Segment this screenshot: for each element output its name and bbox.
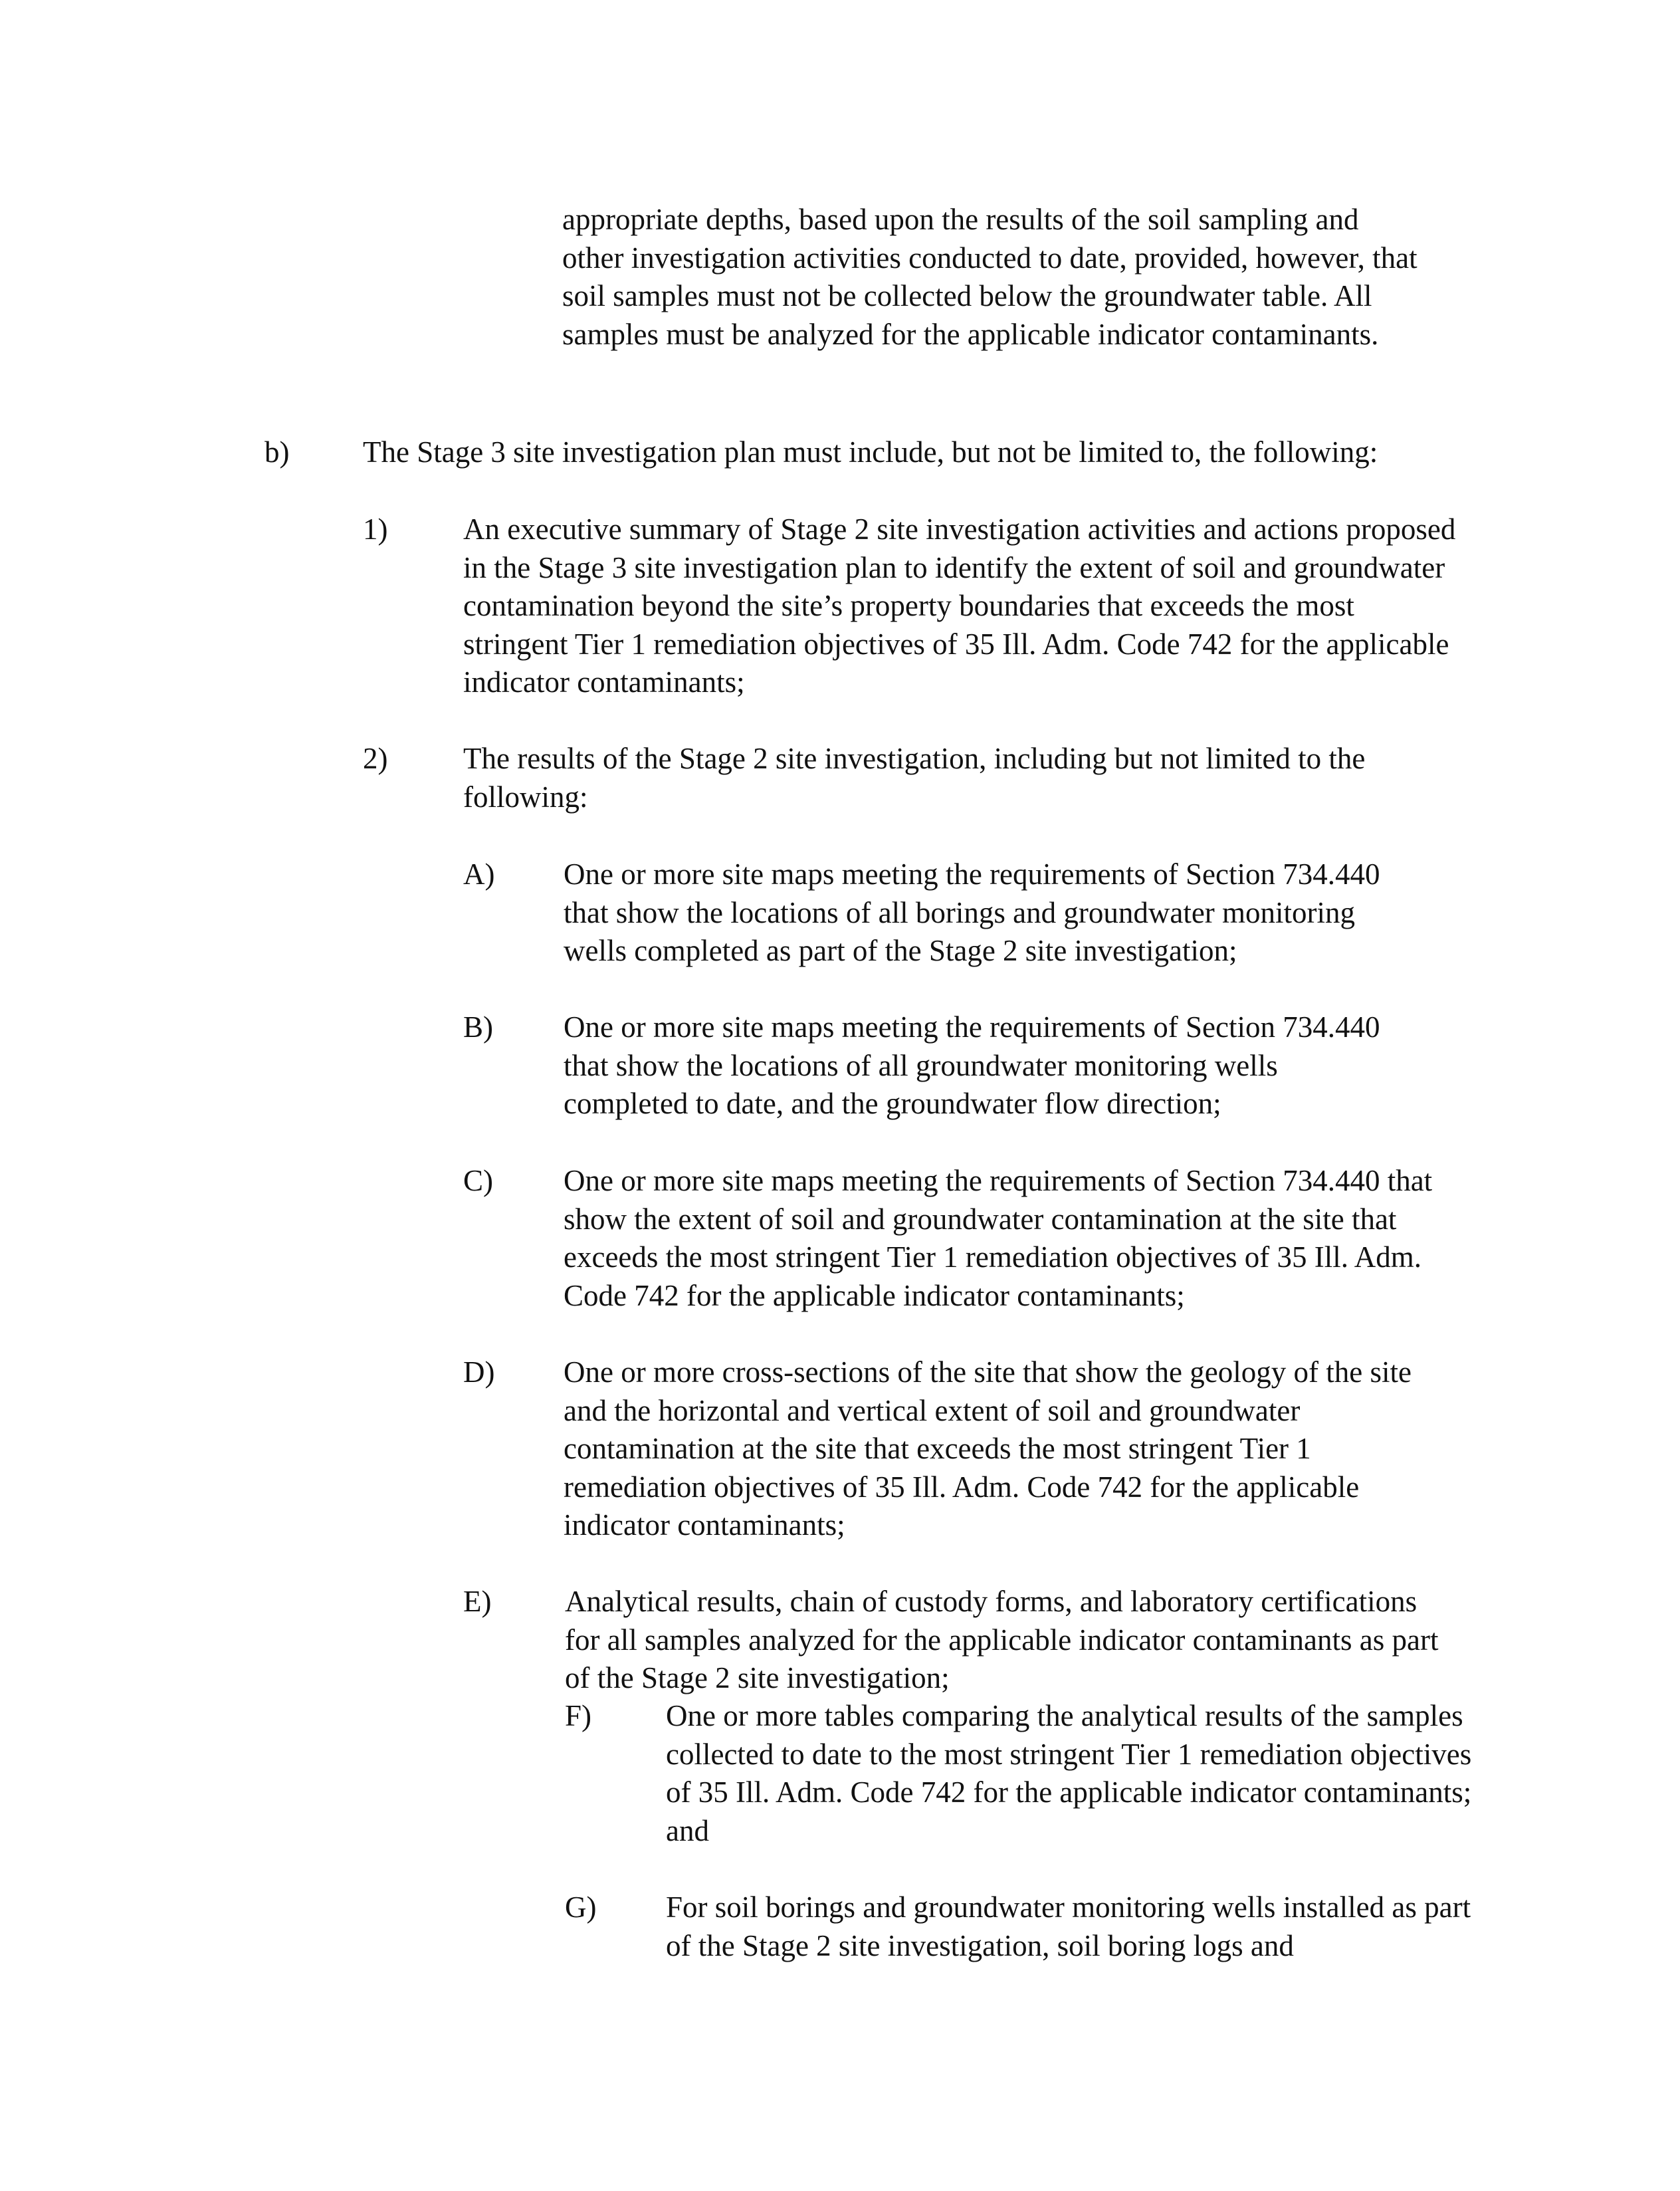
subitem-f-label: F): [565, 1699, 592, 1732]
subitem-e-label: E): [463, 1585, 492, 1618]
item-2-text: The results of the Stage 2 site investigation, including but not limited to the following:: [463, 742, 1366, 814]
item-1-label: 1): [363, 513, 388, 546]
subitem-a-text: One or more site maps meeting the requirements of Section 734.440 that show the locations of all borings and groundwater monitoring wells completed as part of the Stage 2 site investigation;: [564, 858, 1380, 967]
subitem-b-text: One or more site maps meeting the requirements of Section 734.440 that show the locations of all groundwater monitoring wells completed to date, and the groundwater flow direction;: [564, 1010, 1380, 1120]
subitem-e-text: Analytical results, chain of custody forms, and laboratory certifications for all samples analyzed for the applicable indicator contaminants as part of the Stage 2 site investigation;: [565, 1585, 1439, 1694]
section-b-text: The Stage 3 site investigation plan must include, but not be limited to, the following:: [363, 435, 1378, 469]
subitem-a-label: A): [463, 858, 495, 891]
subitem-d-text: One or more cross-sections of the site that show the geology of the site and the horizontal and vertical extent of soil and groundwater contamination at the site that exceeds the most stringent Tier 1 remediation objectives of 35 Ill. Adm. Code 742 for the applicable indicator contaminants;: [564, 1355, 1412, 1542]
item-2-label: 2): [363, 742, 388, 775]
subitem-f-text: One or more tables comparing the analytical results of the samples collected to date to the most stringent Tier 1 remediation objectives of 35 Ill. Adm. Code 742 for the applicable indicator contaminants; and: [666, 1699, 1472, 1847]
section-b-label: b): [264, 435, 290, 469]
subitem-d-label: D): [463, 1355, 495, 1389]
subitem-b-label: B): [463, 1010, 493, 1044]
continuation-paragraph: appropriate depths, based upon the results of the soil sampling and other investigation activities conducted to date, provided, however, that soil samples must not be collected below the groundwater table. All samples must be analyzed for the applicable indicator contaminants.: [562, 203, 1418, 351]
subitem-c-label: C): [463, 1164, 493, 1197]
subitem-g-label: G): [565, 1891, 597, 1924]
subitem-c-text: One or more site maps meeting the requirements of Section 734.440 that show the extent of soil and groundwater contamination at the site that exceeds the most stringent Tier 1 remediation objectives of 35 Ill. Adm. Code 742 for the applicable indicator contaminants;: [564, 1164, 1433, 1312]
subitem-g-text: For soil borings and groundwater monitoring wells installed as part of the Stage 2 site investigation, soil boring logs and: [666, 1891, 1471, 1962]
item-1-text: An executive summary of Stage 2 site investigation activities and actions proposed in the Stage 3 site investigation plan to identify the extent of soil and groundwater contamination beyond the site’s property boundaries that exceeds the most stringent Tier 1 remediation objectives of 35 Ill. Adm. Code 742 for the applicable indicator contaminants;: [463, 513, 1456, 699]
